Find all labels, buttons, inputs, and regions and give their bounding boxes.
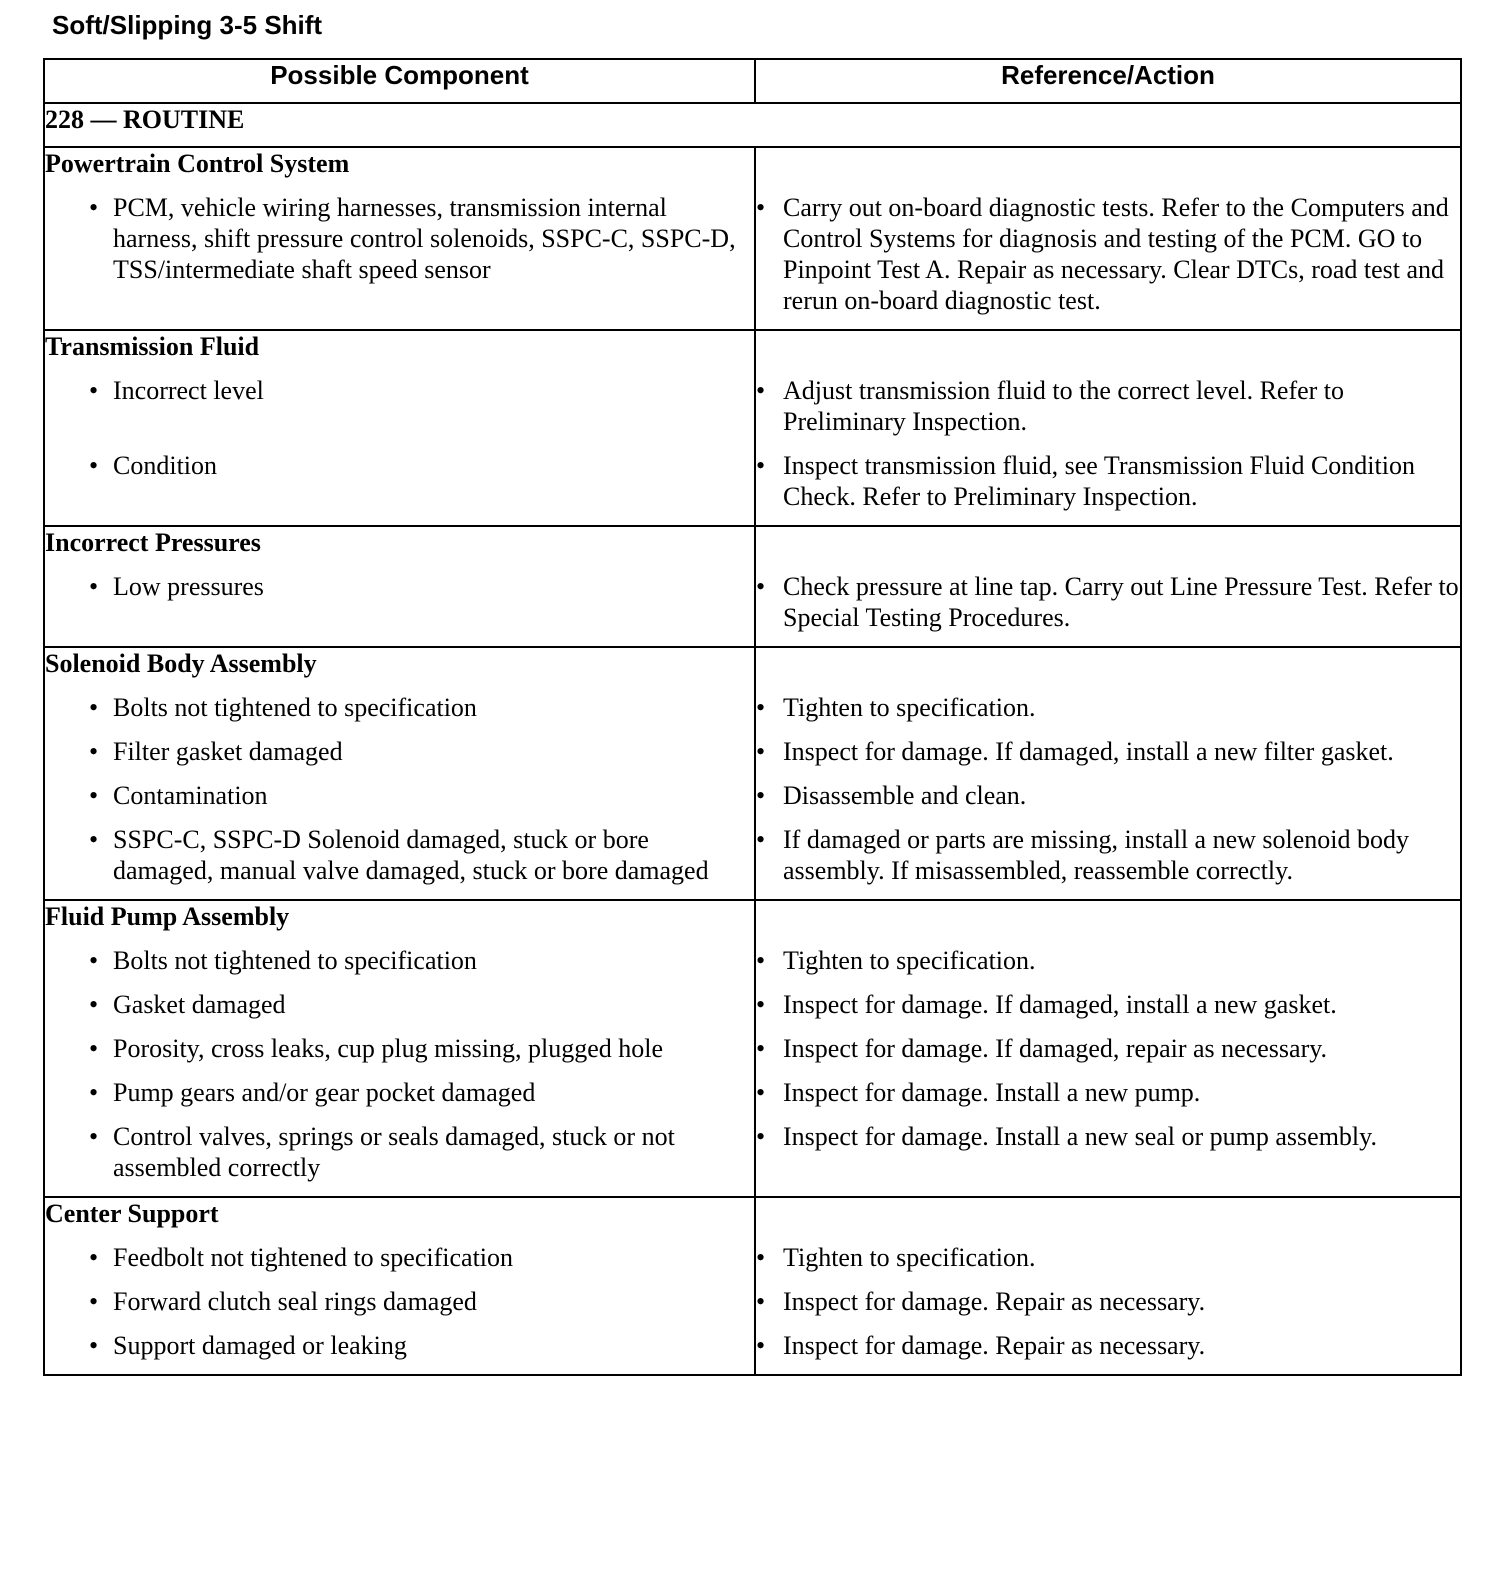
component-item [45,1077,754,1108]
heading-spacer [756,148,1460,179]
component-cell [44,1197,755,1375]
bullet-icon: • [756,1243,766,1272]
action-item [756,1286,1460,1317]
action-item [756,1077,1460,1108]
action-text: Tighten to specification. [783,946,1036,975]
action-item [756,824,1460,886]
action-cell [755,647,1461,900]
action-cell [755,1197,1461,1375]
component-item [45,780,754,811]
diagnosis-table [43,58,1462,1376]
section-row [44,647,1461,900]
bullet-icon: • [756,781,766,810]
action-text: Tighten to specification. [783,693,1036,722]
section-row [44,526,1461,647]
page-title: Soft/Slipping 3-5 Shift [52,10,323,40]
component-item [45,1286,754,1317]
component-item [45,1033,754,1064]
heading-spacer [756,331,1460,362]
component-text: Contamination [113,781,268,810]
bullet-icon: • [756,1331,766,1360]
action-cell [755,900,1461,1197]
component-item [45,375,754,437]
component-text: Bolts not tightened to specification [113,693,477,722]
section-heading: Powertrain Control System [45,149,350,178]
component-text: Support damaged or leaking [113,1331,407,1360]
component-text: Incorrect level [113,376,264,405]
heading-spacer [756,527,1460,558]
bullet-icon: • [89,1078,99,1107]
heading-spacer [756,901,1460,932]
bullet-icon: • [756,1287,766,1316]
bullet-icon: • [89,737,99,766]
bullet-icon: • [89,946,99,975]
component-text: Filter gasket damaged [113,737,343,766]
action-item [756,989,1460,1020]
action-text: If damaged or parts are missing, install a new solenoid body assembly. If misassembled, reassemble correctly. [783,825,1410,885]
component-item [45,450,754,512]
section-row [44,900,1461,1197]
bullet-icon: • [756,451,766,480]
action-item [756,450,1460,512]
bullet-icon: • [756,1034,766,1063]
action-item [756,692,1460,723]
bullet-icon: • [756,737,766,766]
heading-spacer [756,648,1460,679]
action-cell [755,147,1461,330]
action-item [756,945,1460,976]
component-item [45,1330,754,1361]
action-cell [755,330,1461,526]
section-heading: Center Support [45,1199,219,1228]
heading-spacer [756,1198,1460,1229]
bullet-icon: • [89,990,99,1019]
action-text: Inspect for damage. If damaged, install a new filter gasket. [783,737,1394,766]
component-item [45,1121,754,1183]
action-item [756,736,1460,767]
bullet-icon: • [756,572,766,601]
bullet-icon: • [89,825,99,854]
component-item [45,571,754,633]
routine-row [44,103,1461,147]
action-item [756,780,1460,811]
action-text: Adjust transmission fluid to the correct level. Refer to Preliminary Inspection. [783,376,1345,436]
component-item [45,1242,754,1273]
bullet-icon: • [89,1331,99,1360]
component-text: Porosity, cross leaks, cup plug missing, plugged hole [113,1034,664,1063]
component-item [45,692,754,723]
routine-label: 228 — ROUTINE [44,103,1461,147]
bullet-icon: • [756,193,766,222]
component-text: PCM, vehicle wiring harnesses, transmission internal harness, shift pressure control solenoids, SSPC-C, SSPC-D, TSS/intermediate shaft speed sensor [113,193,736,284]
action-text: Inspect for damage. If damaged, repair as necessary. [783,1034,1328,1063]
component-text: Low pressures [113,572,264,601]
component-cell [44,147,755,330]
bullet-icon: • [89,572,99,601]
component-item [45,945,754,976]
action-text: Carry out on-board diagnostic tests. Refer to the Computers and Control Systems for diagnosis and testing of the PCM. GO to Pinpoint Test A. Repair as necessary. Clear DTCs, road test and rerun on-board diagnostic test. [783,193,1449,315]
component-text: SSPC-C, SSPC-D Solenoid damaged, stuck or bore damaged, manual valve damaged, stuck or bore damaged [113,825,709,885]
bullet-icon: • [756,946,766,975]
header-possible-component: Possible Component [44,59,755,103]
header-reference-action: Reference/Action [755,59,1461,103]
action-item [756,192,1460,316]
bullet-icon: • [89,451,99,480]
action-item [756,1242,1460,1273]
header-row [44,59,1461,103]
bullet-icon: • [89,1243,99,1272]
section-heading: Incorrect Pressures [45,528,261,557]
action-item [756,375,1460,437]
action-item [756,1121,1460,1183]
section-row [44,330,1461,526]
component-text: Bolts not tightened to specification [113,946,477,975]
bullet-icon: • [89,376,99,405]
component-item [45,824,754,886]
action-text: Inspect transmission fluid, see Transmission Fluid Condition Check. Refer to Preliminary Inspection. [783,451,1415,511]
component-text: Forward clutch seal rings damaged [113,1287,477,1316]
action-text: Inspect for damage. If damaged, install a new gasket. [783,990,1337,1019]
action-cell [755,526,1461,647]
component-cell [44,526,755,647]
action-item [756,1033,1460,1064]
bullet-icon: • [756,1122,766,1151]
action-text: Inspect for damage. Repair as necessary. [783,1287,1206,1316]
action-text: Inspect for damage. Install a new pump. [783,1078,1201,1107]
component-text: Control valves, springs or seals damaged, stuck or not assembled correctly [113,1122,675,1182]
section-heading: Transmission Fluid [45,332,260,361]
component-item [45,989,754,1020]
bullet-icon: • [89,1287,99,1316]
section-row [44,147,1461,330]
action-item [756,571,1460,633]
bullet-icon: • [89,193,99,222]
action-text: Inspect for damage. Install a new seal or pump assembly. [783,1122,1377,1151]
component-item [45,192,754,316]
component-text: Condition [113,451,218,480]
bullet-icon: • [89,693,99,722]
section-row [44,1197,1461,1375]
component-text: Pump gears and/or gear pocket damaged [113,1078,536,1107]
bullet-icon: • [756,825,766,854]
component-text: Gasket damaged [113,990,286,1019]
component-item [45,736,754,767]
action-text: Disassemble and clean. [783,781,1027,810]
bullet-icon: • [756,376,766,405]
action-item [756,1330,1460,1361]
bullet-icon: • [89,1034,99,1063]
bullet-icon: • [756,1078,766,1107]
bullet-icon: • [756,693,766,722]
bullet-icon: • [756,990,766,1019]
section-heading: Solenoid Body Assembly [45,649,317,678]
action-text: Check pressure at line tap. Carry out Line Pressure Test. Refer to Special Testing Procedures. [783,572,1459,632]
action-text: Tighten to specification. [783,1243,1036,1272]
component-text: Feedbolt not tightened to specification [113,1243,514,1272]
bullet-icon: • [89,1122,99,1151]
bullet-icon: • [89,781,99,810]
component-cell [44,330,755,526]
action-text: Inspect for damage. Repair as necessary. [783,1331,1206,1360]
component-cell [44,900,755,1197]
section-heading: Fluid Pump Assembly [45,902,290,931]
component-cell [44,647,755,900]
